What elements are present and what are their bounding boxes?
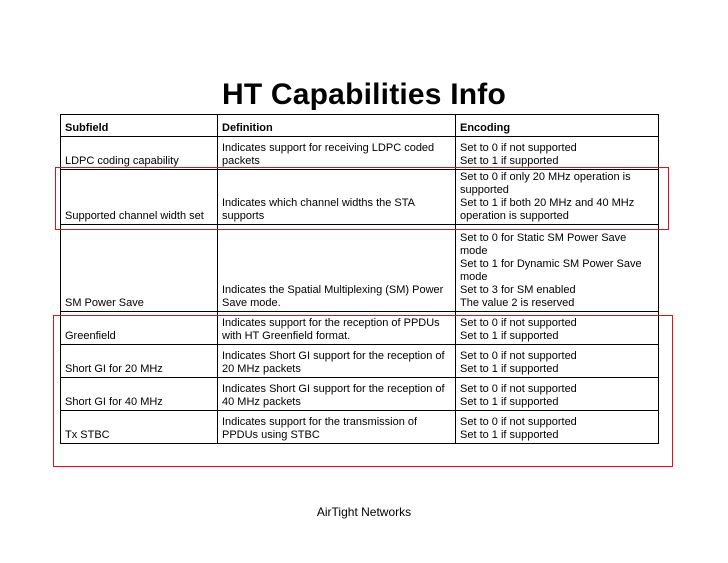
column-header-encoding: Encoding — [456, 115, 659, 137]
subfield-cell: LDPC coding capability — [61, 137, 218, 170]
definition-cell: Indicates Short GI support for the reception of 40 MHz packets — [218, 378, 456, 411]
definition-cell: Indicates the Spatial Multiplexing (SM) Power Save mode. — [218, 225, 456, 312]
definition-cell: Indicates support for receiving LDPC coded packets — [218, 137, 456, 170]
definition-cell: Indicates support for the reception of PPDUs with HT Greenfield format. — [218, 312, 456, 345]
subfield-cell: SM Power Save — [61, 225, 218, 312]
encoding-cell: Set to 0 if not supported Set to 1 if supported — [456, 411, 659, 444]
table-row — [61, 312, 659, 345]
table-row — [61, 378, 659, 411]
footer-text: AirTight Networks — [316, 505, 412, 519]
subfield-cell: Supported channel width set — [61, 170, 218, 225]
encoding-cell: Set to 0 if only 20 MHz operation is supported Set to 1 if both 20 MHz and 40 MHz operation is supported — [456, 170, 659, 225]
table-row — [61, 225, 659, 312]
table-row — [61, 345, 659, 378]
table-row — [61, 411, 659, 444]
definition-cell: Indicates which channel widths the STA supports — [218, 170, 456, 225]
subfield-cell: Short GI for 40 MHz — [61, 378, 218, 411]
encoding-cell: Set to 0 for Static SM Power Save mode Set to 1 for Dynamic SM Power Save mode Set to 3 for SM enabled The value 2 is reserved — [456, 225, 659, 312]
definition-cell: Indicates Short GI support for the reception of 20 MHz packets — [218, 345, 456, 378]
column-header-definition: Definition — [218, 115, 456, 137]
table-header-row — [61, 115, 659, 137]
subfield-cell: Short GI for 20 MHz — [61, 345, 218, 378]
ht-capabilities-table — [60, 114, 659, 444]
encoding-cell: Set to 0 if not supported Set to 1 if supported — [456, 378, 659, 411]
table-row — [61, 170, 659, 225]
subfield-cell: Greenfield — [61, 312, 218, 345]
table-row — [61, 137, 659, 170]
column-header-subfield: Subfield — [61, 115, 218, 137]
subfield-cell: Tx STBC — [61, 411, 218, 444]
encoding-cell: Set to 0 if not supported Set to 1 if supported — [456, 345, 659, 378]
encoding-cell: Set to 0 if not supported Set to 1 if supported — [456, 137, 659, 170]
definition-cell: Indicates support for the transmission of PPDUs using STBC — [218, 411, 456, 444]
encoding-cell: Set to 0 if not supported Set to 1 if supported — [456, 312, 659, 345]
page-title: HT Capabilities Info — [221, 78, 507, 111]
